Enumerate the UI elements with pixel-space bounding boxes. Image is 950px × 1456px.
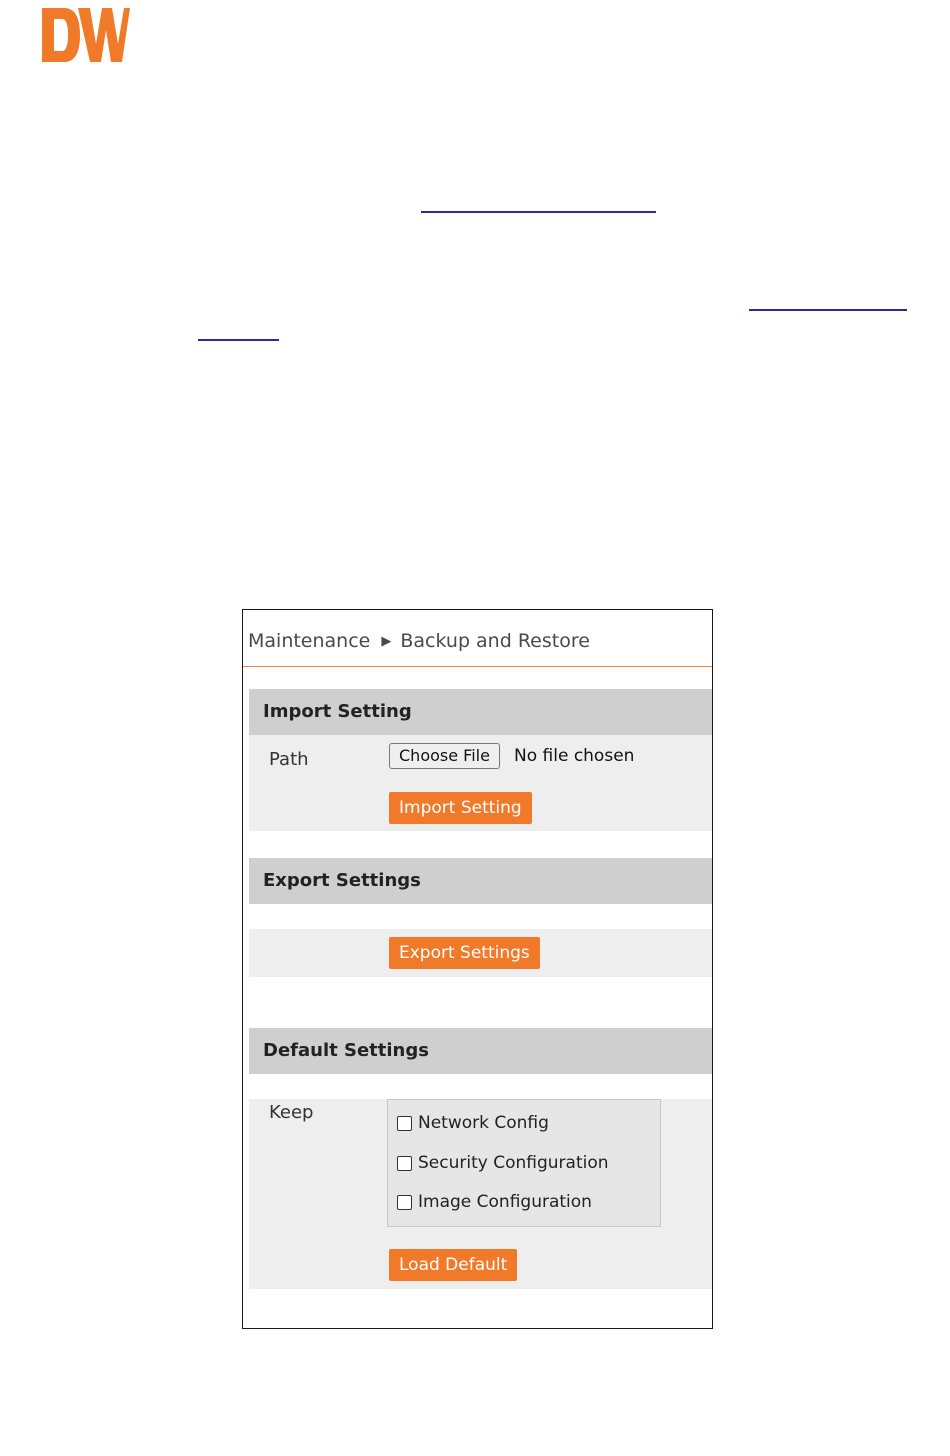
path-label: Path [269,749,309,770]
security-configuration-label[interactable]: Security Configuration [418,1153,609,1173]
image-configuration-label[interactable]: Image Configuration [418,1192,592,1212]
load-default-button[interactable]: Load Default [389,1249,517,1281]
default-settings-body [249,1099,712,1289]
import-setting-body [249,735,712,831]
breadcrumb [248,630,590,652]
document-link-underline[interactable] [198,339,279,341]
export-settings-header: Export Settings [249,858,712,904]
breadcrumb-divider [243,666,712,667]
breadcrumb-maintenance[interactable]: Maintenance [248,630,371,652]
backup-restore-panel [242,609,713,1329]
security-configuration-option[interactable] [397,1151,609,1175]
security-configuration-checkbox[interactable] [397,1156,412,1171]
document-link-underline[interactable] [421,211,656,213]
image-configuration-option[interactable] [397,1190,592,1214]
network-config-checkbox[interactable] [397,1116,412,1131]
export-settings-body [249,929,712,977]
network-config-label[interactable]: Network Config [418,1113,549,1133]
keep-label: Keep [269,1102,314,1123]
choose-file-button[interactable]: Choose File [389,743,500,769]
import-setting-header: Import Setting [249,689,712,735]
image-configuration-checkbox[interactable] [397,1195,412,1210]
breadcrumb-current: Backup and Restore [400,630,590,652]
export-settings-button[interactable]: Export Settings [389,937,540,969]
triangle-right-icon: ▶ [381,634,392,649]
default-settings-header: Default Settings [249,1028,712,1074]
import-setting-button[interactable]: Import Setting [389,792,532,824]
network-config-option[interactable] [397,1111,549,1135]
document-link-underline[interactable] [749,309,907,311]
keep-options-box [387,1099,661,1227]
dw-logo [40,6,130,64]
file-status-text: No file chosen [514,746,635,766]
